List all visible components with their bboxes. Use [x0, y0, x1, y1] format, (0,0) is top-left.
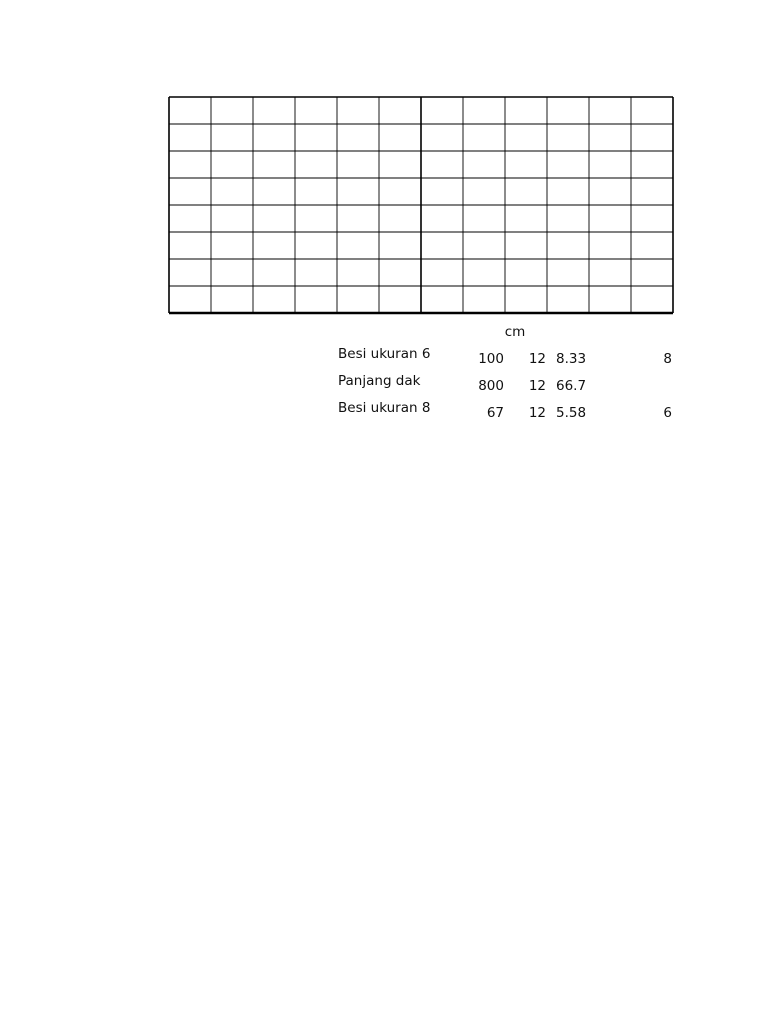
- row-label-besi-6: Besi ukuran 6: [338, 346, 431, 362]
- cell-value: 67: [486, 405, 504, 421]
- cell-value: 800: [478, 378, 504, 394]
- cell-value: 5.58: [556, 405, 587, 421]
- cell-value: 12: [528, 351, 546, 367]
- cell-value: 12: [528, 405, 546, 421]
- cell-value: 6: [663, 405, 672, 421]
- blank-grid: [168, 96, 674, 315]
- row-label-besi-8: Besi ukuran 8: [338, 400, 431, 416]
- cell-value: 8.33: [556, 351, 587, 367]
- cell-value: 100: [478, 351, 504, 367]
- row-label-panjang-dak: Panjang dak: [338, 373, 421, 389]
- cell-value: 66.7: [556, 378, 587, 394]
- cell-value: 12: [528, 378, 546, 394]
- cell-value: 8: [663, 351, 672, 367]
- unit-label: cm: [504, 324, 526, 340]
